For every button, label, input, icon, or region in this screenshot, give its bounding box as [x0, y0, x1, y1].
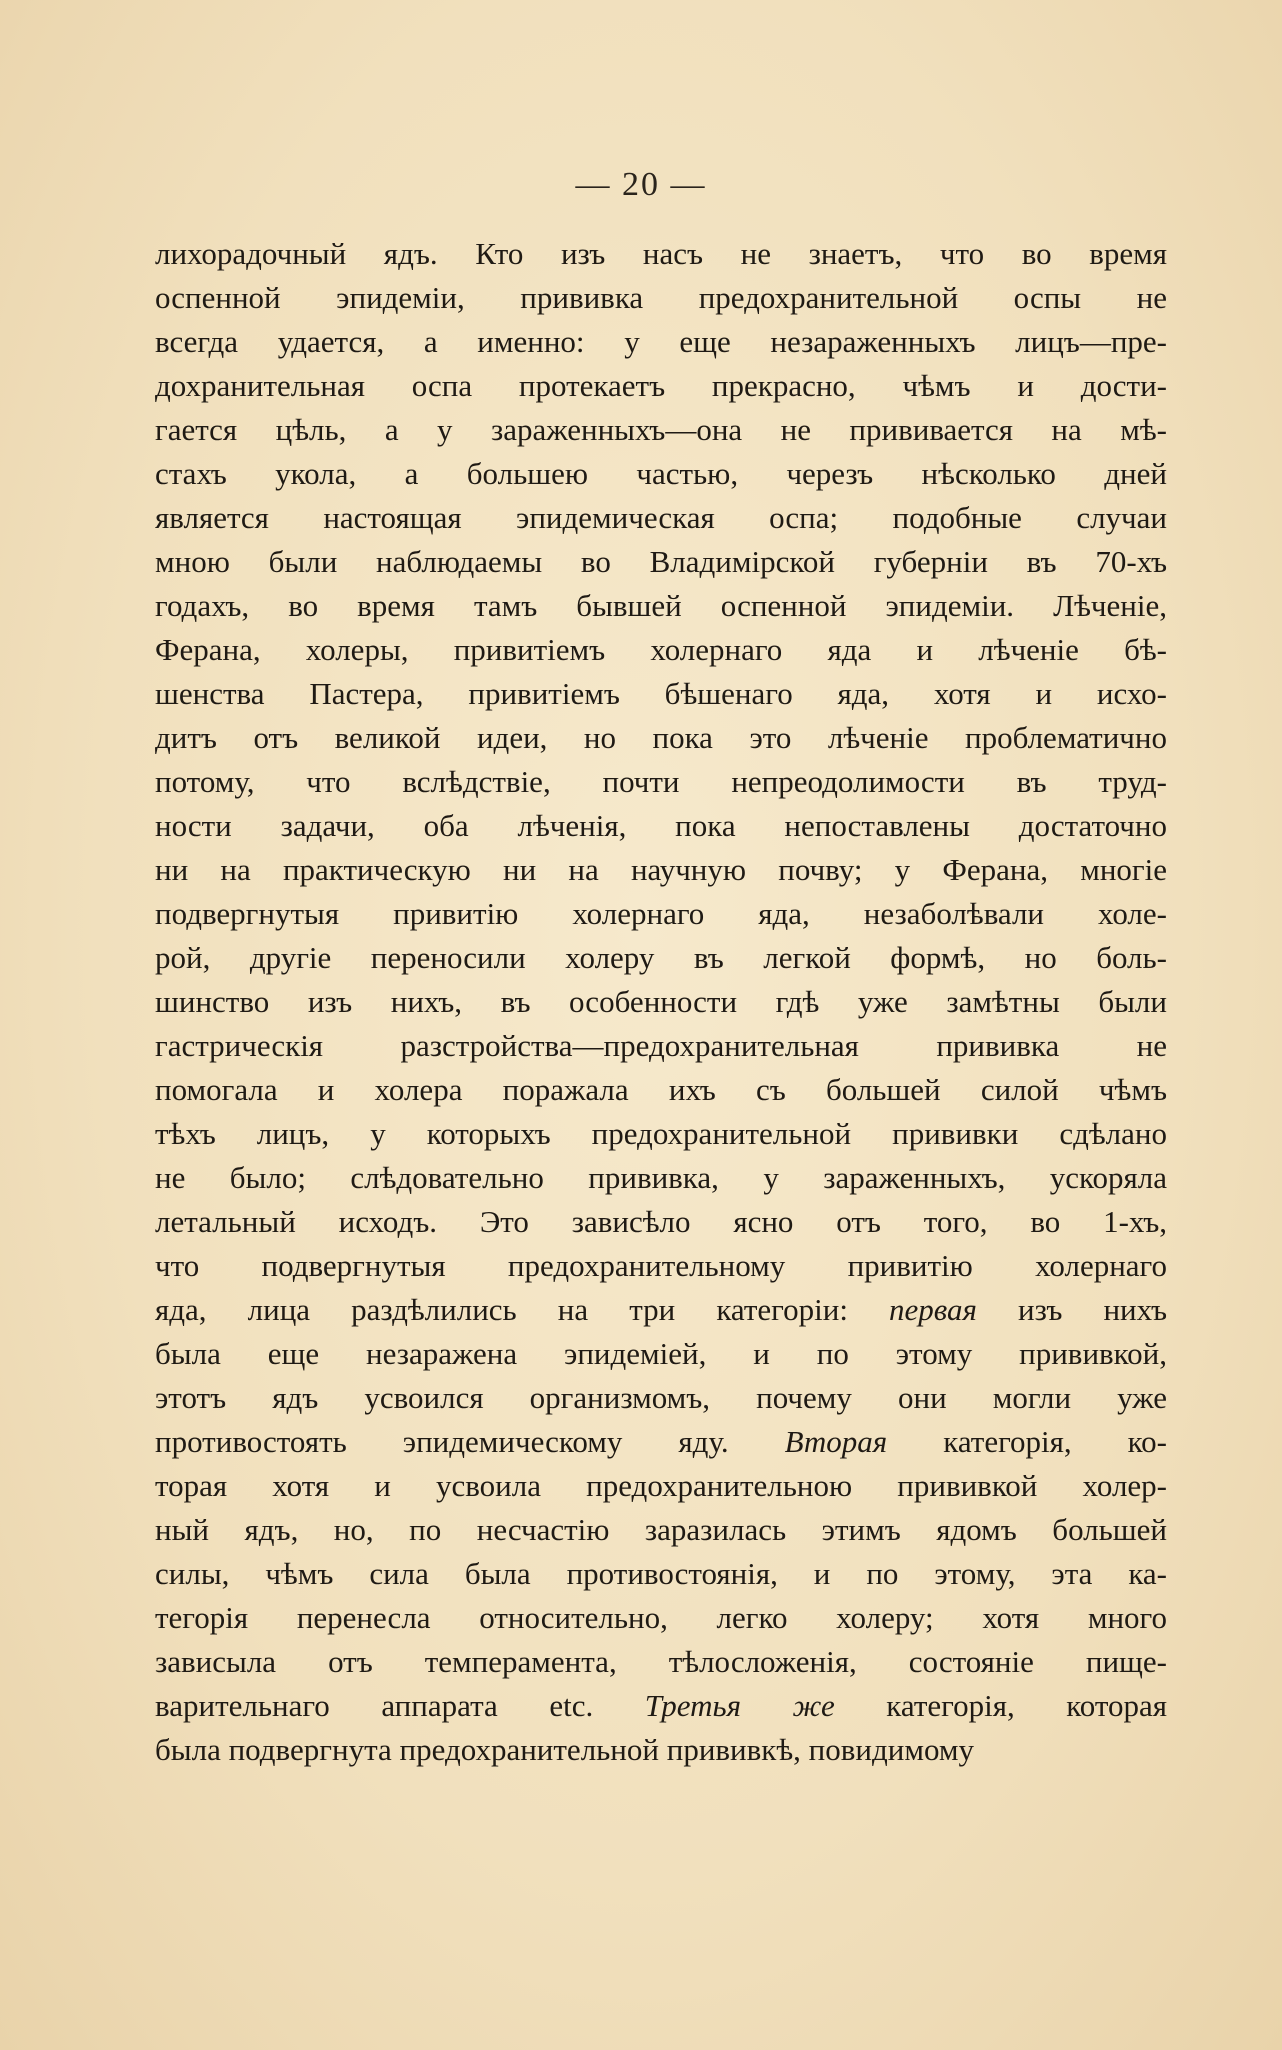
text-line	[155, 1376, 1167, 1420]
text-line	[155, 1728, 1167, 1772]
line-segment: ни на практическую ни на научную почву; у Ферана, многіе	[155, 852, 1167, 887]
line-segment: лихорадочный ядъ. Кто изъ насъ не знаетъ, что во время	[155, 236, 1167, 271]
text-line	[155, 540, 1167, 584]
line-segment: тѣхъ лицъ, у которыхъ предохранительной прививки сдѣлано	[155, 1116, 1167, 1151]
text-line	[155, 276, 1167, 320]
text-line	[155, 1684, 1167, 1728]
text-line	[155, 1024, 1167, 1068]
text-line	[155, 1332, 1167, 1376]
line-segment: подвергнутыя привитію холернаго яда, незаболѣвали холе-	[155, 896, 1167, 931]
line-segment: помогала и холера поражала ихъ съ большей силой чѣмъ	[155, 1072, 1167, 1107]
line-segment: потому, что вслѣдствіе, почти непреодолимости въ труд-	[155, 764, 1167, 799]
line-segment: варительнаго аппарата etc.	[155, 1688, 645, 1723]
line-segment: категорія, ко-	[887, 1424, 1167, 1459]
text-line	[155, 716, 1167, 760]
line-segment: что подвергнутыя предохранительному привитію холернаго	[155, 1248, 1167, 1283]
text-line	[155, 804, 1167, 848]
line-segment: оспенной эпидеміи, прививка предохранительной оспы не	[155, 280, 1167, 315]
line-segment: тегорія перенесла относительно, легко холеру; хотя много	[155, 1600, 1167, 1635]
text-line	[155, 1244, 1167, 1288]
text-line	[155, 1200, 1167, 1244]
line-segment: ности задачи, оба лѣченія, пока непоставлены достаточно	[155, 808, 1167, 843]
text-line	[155, 1552, 1167, 1596]
line-segment: изъ нихъ	[976, 1292, 1167, 1327]
line-segment: была подвергнута предохранительной прививкѣ, повидимому	[155, 1732, 974, 1767]
line-segment: дохранительная оспа протекаетъ прекрасно, чѣмъ и дости-	[155, 368, 1167, 403]
text-line	[155, 672, 1167, 716]
text-line	[155, 1068, 1167, 1112]
text-line	[155, 1464, 1167, 1508]
line-segment: является настоящая эпидемическая оспа; подобные случаи	[155, 500, 1167, 535]
line-segment: категорія, которая	[834, 1688, 1167, 1723]
line-segment: силы, чѣмъ сила была противостоянія, и по этому, эта ка-	[155, 1556, 1167, 1591]
italic-term: Вторая	[784, 1424, 888, 1459]
line-segment: шинство изъ нихъ, въ особенности гдѣ уже замѣтны были	[155, 984, 1167, 1019]
line-segment: зависыла отъ темперамента, тѣлосложенія, состояніе пище-	[155, 1644, 1167, 1679]
line-segment: не было; слѣдовательно прививка, у зараженныхъ, ускоряла	[155, 1160, 1167, 1195]
text-line	[155, 584, 1167, 628]
line-segment: шенства Пастера, привитіемъ бѣшенаго яда, хотя и исхо-	[155, 676, 1167, 711]
page-number: — 20 —	[575, 166, 707, 203]
text-line	[155, 760, 1167, 804]
line-segment: мною были наблюдаемы во Владимірской губерніи въ 70-хъ	[155, 544, 1167, 579]
line-segment: этотъ ядъ усвоился организмомъ, почему они могли уже	[155, 1380, 1167, 1415]
line-segment: всегда удается, а именно: у еще незараженныхъ лицъ—пре-	[155, 324, 1167, 359]
text-line	[155, 1640, 1167, 1684]
text-line	[155, 364, 1167, 408]
text-line	[155, 232, 1167, 276]
text-line	[155, 1596, 1167, 1640]
line-segment: стахъ укола, а большею частью, черезъ нѣсколько дней	[155, 456, 1167, 491]
text-line	[155, 408, 1167, 452]
text-line	[155, 1420, 1167, 1464]
line-segment: гается цѣль, а у зараженныхъ—она не прививается на мѣ-	[155, 412, 1167, 447]
line-segment: ный ядъ, но, по несчастію заразилась этимъ ядомъ большей	[155, 1512, 1167, 1547]
line-segment: годахъ, во время тамъ бывшей оспенной эпидеміи. Лѣченіе,	[155, 588, 1167, 623]
line-segment: дитъ отъ великой идеи, но пока это лѣченіе проблематично	[155, 720, 1167, 755]
line-segment: Ферана, холеры, привитіемъ холернаго яда и лѣченіе бѣ-	[155, 632, 1167, 667]
text-line	[155, 1112, 1167, 1156]
italic-term: Третья же	[644, 1688, 835, 1723]
text-line	[155, 892, 1167, 936]
line-segment: противостоять эпидемическому яду.	[155, 1424, 785, 1459]
text-line	[155, 452, 1167, 496]
text-line	[155, 496, 1167, 540]
text-line	[155, 848, 1167, 892]
text-line	[155, 936, 1167, 980]
line-segment: рой, другіе переносили холеру въ легкой формѣ, но боль-	[155, 940, 1167, 975]
text-line	[155, 980, 1167, 1024]
line-segment: была еще незаражена эпидеміей, и по этому прививкой,	[155, 1336, 1167, 1371]
line-segment: гастрическія разстройства—предохранительная прививка не	[155, 1028, 1167, 1063]
text-line	[155, 1156, 1167, 1200]
text-line	[155, 1508, 1167, 1552]
line-segment: летальный исходъ. Это зависѣло ясно отъ того, во 1-хъ,	[155, 1204, 1167, 1239]
line-segment: яда, лица раздѣлились на три категоріи:	[155, 1292, 890, 1327]
text-line	[155, 628, 1167, 672]
italic-term: первая	[889, 1292, 977, 1327]
line-segment: торая хотя и усвоила предохранительною прививкой холер-	[155, 1468, 1167, 1503]
text-line	[155, 1288, 1167, 1332]
body-text	[155, 232, 1167, 1772]
text-line	[155, 320, 1167, 364]
